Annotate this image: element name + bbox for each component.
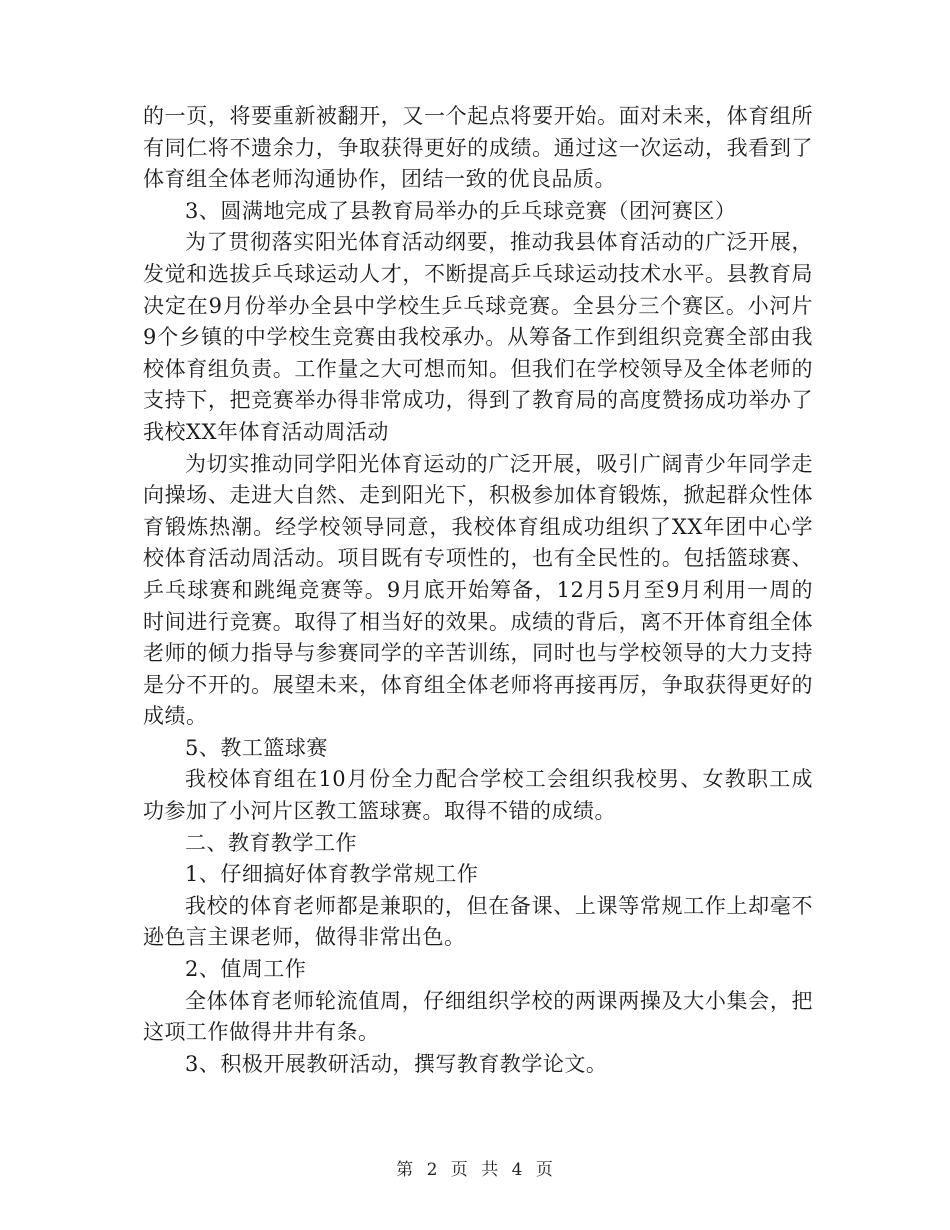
section-heading: 3、积极开展教研活动，撰写教育教学论文。 bbox=[185, 1051, 608, 1076]
document-body bbox=[143, 101, 813, 1080]
paragraph: 的一页，将要重新被翻开，又一个起点将要开始。面对未来，体育组所有同仁将不遗余力，争取获得更好的成绩。通过这一次运动，我看到了体育组全体老师沟通协作，团结一致的优良品质。 bbox=[143, 104, 813, 192]
section-heading: 5、教工篮球赛 bbox=[185, 735, 328, 760]
paragraph: 全体体育老师轮流值周，仔细组织学校的两课两操及大小集会，把这项工作做得井井有条。 bbox=[143, 988, 813, 1045]
section-heading: 3、圆满地完成了县教育局举办的乒乓球竞赛（团河赛区） bbox=[185, 198, 737, 223]
section-heading: 二、教育教学工作 bbox=[185, 830, 357, 855]
paragraph: 我校体育组在10月份全力配合学校工会组织我校男、女教职工成功参加了小河片区教工篮球赛。取得不错的成绩。 bbox=[143, 767, 813, 824]
paragraph: 我校的体育老师都是兼职的，但在备课、上课等常规工作上却毫不逊色言主课老师，做得非常出色。 bbox=[143, 893, 813, 950]
page-number-footer: 第 2 页 共 4 页 bbox=[396, 1160, 554, 1180]
section-heading: 2、值周工作 bbox=[185, 957, 307, 982]
paragraph: 为了贯彻落实阳光体育活动纲要，推动我县体育活动的广泛开展，发觉和选拔乒乓球运动人才，不断提高乒乓球运动技术水平。县教育局决定在9月份举办全县中学校生乒乓球竞赛。全县分三个赛区。小河片9个乡镇的中学校生竞赛由我校承办。从筹备工作到组织竞赛全部由我校体育组负责。工作量之大可想而知。但我们在学校领导及全体老师的支持下，把竞赛举办得非常成功，得到了教育局的高度赞扬成功举办了我校XX年体育活动周活动 bbox=[143, 230, 813, 444]
paragraph: 为切实推动同学阳光体育运动的广泛开展，吸引广阔青少年同学走向操场、走进大自然、走到阳光下，积极参加体育锻炼，掀起群众性体育锻炼热潮。经学校领导同意，我校体育组成功组织了XX年团中心学校体育活动周活动。项目既有专项性的，也有全民性的。包括篮球赛、乒乓球赛和跳绳竞赛等。9月底开始筹备，12月5月至9月利用一周的时间进行竞赛。取得了相当好的效果。成绩的背后，离不开体育组全体老师的倾力指导与参赛同学的辛苦训练，同时也与学校领导的大力支持是分不开的。展望未来，体育组全体老师将再接再厉，争取获得更好的成绩。 bbox=[143, 451, 813, 729]
section-heading: 1、仔细搞好体育教学常规工作 bbox=[185, 862, 479, 887]
